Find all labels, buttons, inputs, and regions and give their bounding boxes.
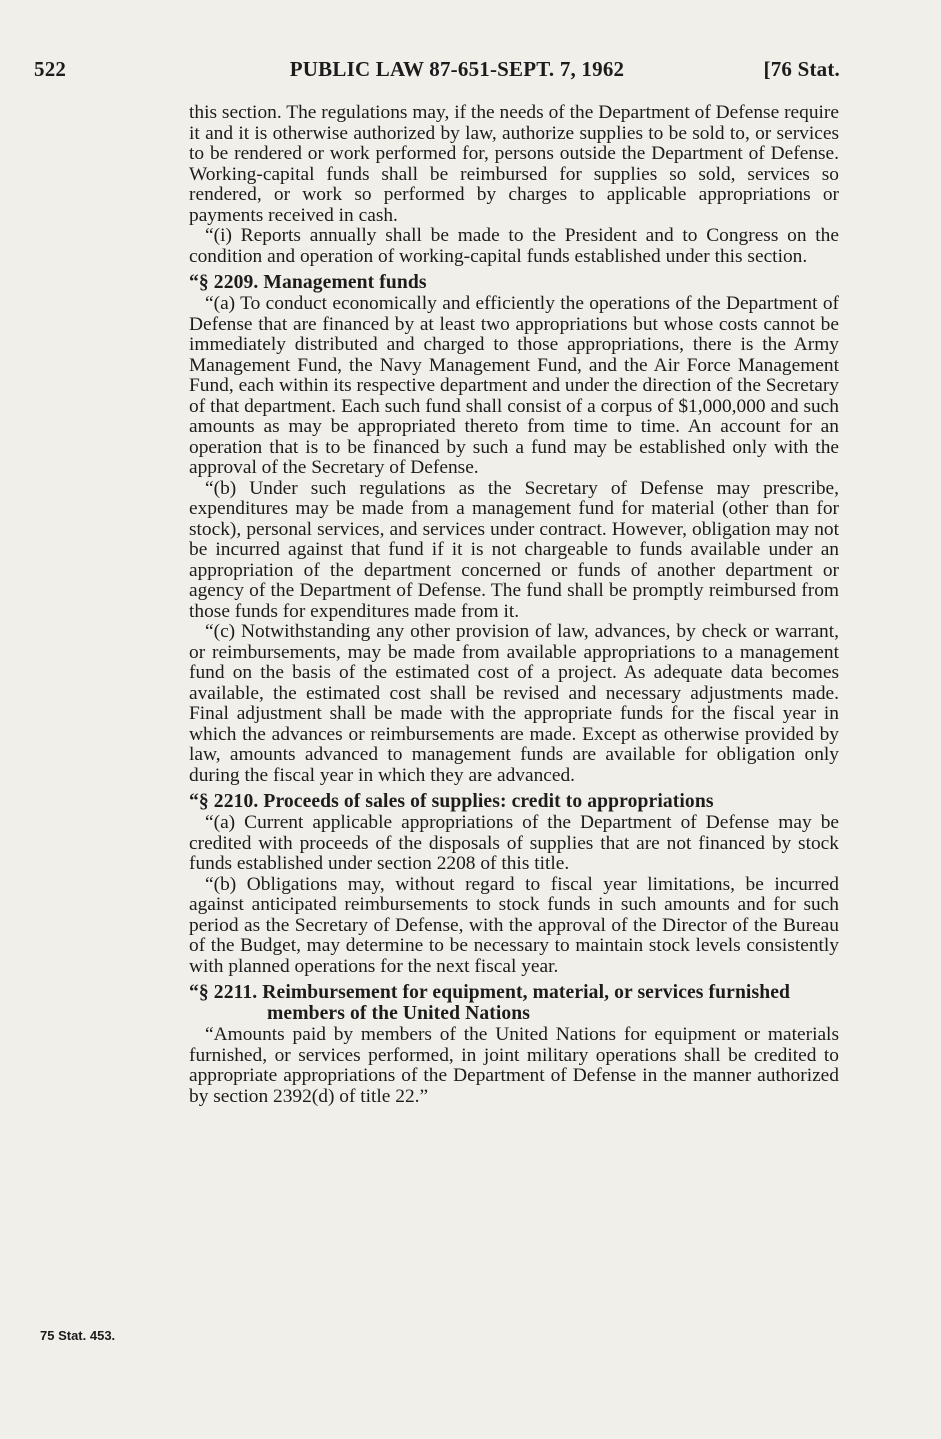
page-number: 522 — [34, 57, 67, 81]
paragraph-2211: “Amounts paid by members of the United Nations for equipment or materials furnished, or services performed, in joint military operations shall be credited to appropriate appropriations of the Department of Defense in the manner authorized by section 2392(d) of title 22.” — [189, 1024, 839, 1107]
margin-citation: 75 Stat. 453. — [40, 1328, 116, 1343]
paragraph-2210-a: “(a) Current applicable appropriations of the Department of Defense may be credited with proceeds of the disposals of supplies that are not financed by stock funds established under section 2208 of this title. — [189, 812, 839, 874]
paragraph-2209-b: “(b) Under such regulations as the Secretary of Defense may prescribe, expenditures may be made from a management fund for material (other than for stock), personal services, and services under contract. However, obligation may not be incurred against that fund if it is not chargeable to funds available under an appropriation of the department concerned or funds of another department or agency of the Department of Defense. The fund shall be promptly reimbursed from those funds for expenditures made from it. — [189, 477, 839, 622]
section-heading-2211: “§ 2211. Reimbursement for equipment, material, or services furnished members of the United Nations — [189, 982, 790, 1024]
paragraph-regulations-continued: this section. The regulations may, if the needs of the Department of Defense require it and it is otherwise authorized by law, authorize supplies to be sold to, or services to be rendered or work performed for, persons outside the Department of Defense. Working-capital funds shall be reimbursed for supplies so sold, services so rendered, or work so performed by charges to applicable appropriations or payments received in cash. — [189, 102, 839, 226]
section-heading-2210: “§ 2210. Proceeds of sales of supplies: credit to appropriations — [189, 791, 714, 812]
running-head — [34, 57, 840, 83]
law-title: PUBLIC LAW 87-651-SEPT. 7, 1962 — [289, 57, 625, 81]
paragraph-2210-b: “(b) Obligations may, without regard to fiscal year limitations, be incurred against anticipated reimbursements to stock funds in such amounts and for such period as the Secretary of Defense, with the approval of the Director of the Bureau of the Budget, may determine to be necessary to maintain stock levels consistently with planned operations for the next fiscal year. — [189, 873, 839, 977]
paragraph-2209-a: “(a) To conduct economically and efficiently the operations of the Department of Defense that are financed by at least two appropriations but whose costs cannot be immediately distributed and charged to those appropriations, there is the Army Management Fund, the Navy Management Fund, and the Air Force Management Fund, each within its respective department and under the direction of the Secretary of that department. Each such fund shall consist of a corpus of $1,000,000 and such amounts as may be appropriated thereto from time to time. An account for an operation that is to be financed by such a fund may be established only with the approval of the Secretary of Defense. — [189, 293, 839, 478]
volume-citation: [76 Stat. — [763, 57, 840, 81]
paragraph-2208-i: “(i) Reports annually shall be made to the President and to Congress on the condition and operation of working-capital funds established under this section. — [189, 225, 839, 267]
body-text — [189, 103, 839, 1107]
paragraph-2209-c: “(c) Notwithstanding any other provision of law, advances, by check or warrant, or reimbursements, may be made from available appropriations to a management fund on the basis of the estimated cost of a project. As adequate data becomes available, the estimated cost shall be revised and necessary adjustments made. Final adjustment shall be made with the appropriate funds for the fiscal year in which the advances or reimbursements are made. Except as otherwise provided by law, amounts advanced to management funds are available for obligation only during the fiscal year in which they are advanced. — [189, 621, 839, 786]
section-heading-2209: “§ 2209. Management funds — [189, 272, 427, 293]
